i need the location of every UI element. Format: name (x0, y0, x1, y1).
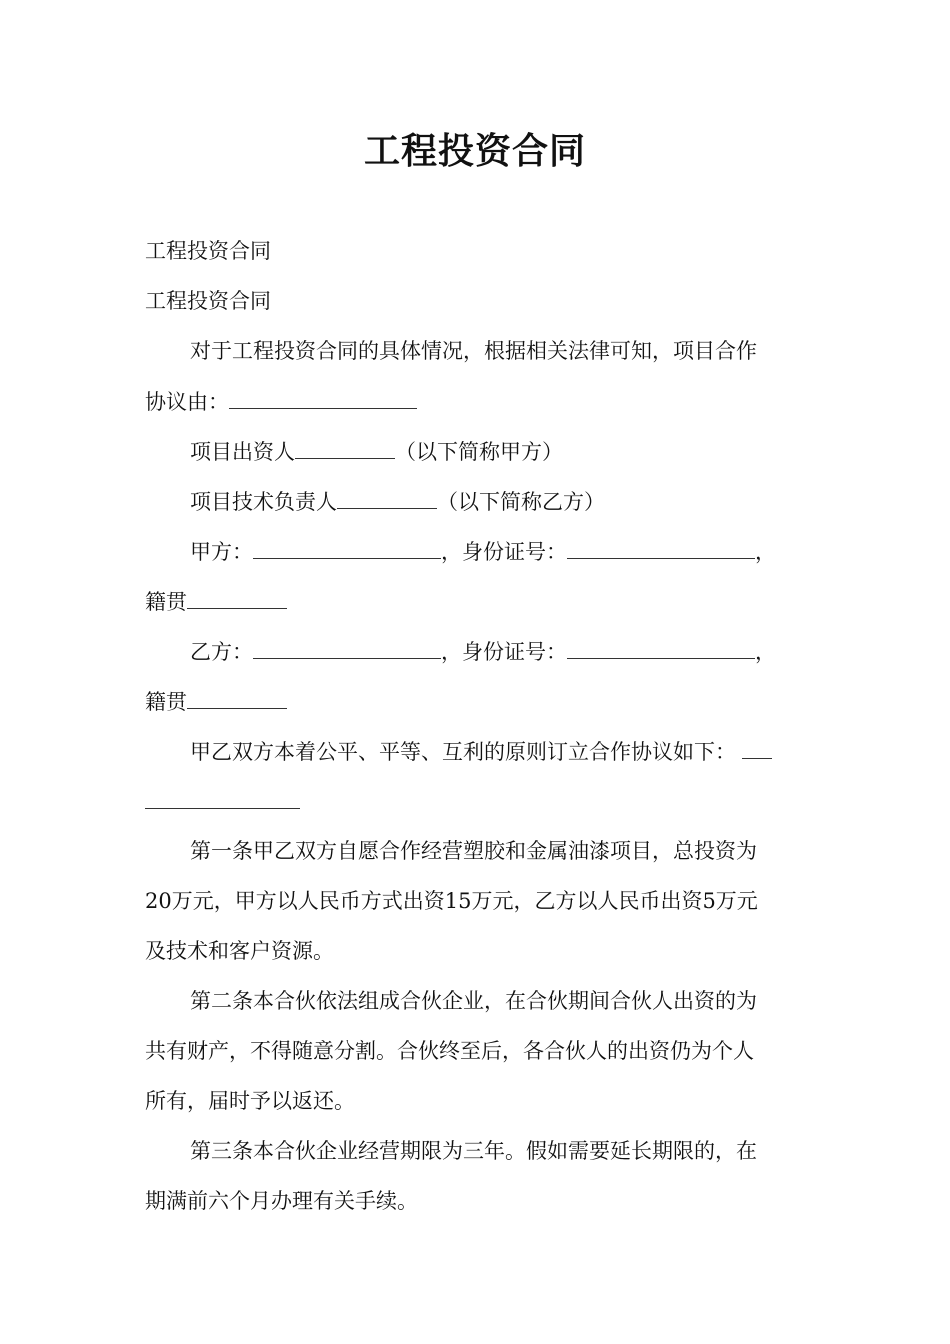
party-a-name-blank (253, 536, 441, 559)
party-b-id-label: ，身份证号： (441, 640, 567, 664)
article3-line-1: 第三条本合伙企业经营期限为三年。假如需要延长期限的，在 (190, 1139, 757, 1163)
party-b-native-label: 籍贯 (145, 690, 187, 714)
investor-blank (295, 436, 395, 459)
party-a-native-blank (187, 586, 287, 609)
party-a-line (190, 536, 810, 567)
agreement-blank-start (742, 736, 772, 759)
party-a-id-label: ，身份证号： (441, 540, 567, 564)
article2-line-2: 共有财产，不得随意分割。合伙终至后，各合伙人的出资仍为个人 (145, 1039, 754, 1063)
party-a-id-blank (567, 536, 755, 559)
article1-line-2: 20万元，甲方以人民币方式出资15万元，乙方以人民币出资5万元 (145, 889, 758, 913)
party-b-native-line (145, 686, 810, 717)
article2-line-1: 第二条本合伙依法组成合伙企业，在合伙期间合伙人出资的为 (190, 989, 757, 1013)
party-b-name-blank (253, 636, 441, 659)
party-a-native-line (145, 586, 810, 617)
party-b-label: 乙方： (190, 640, 253, 664)
agreement-blank-end (145, 786, 300, 809)
tech-line (190, 486, 810, 517)
party-a-label: 甲方： (190, 540, 253, 564)
intro-label: 协议由： (145, 390, 229, 414)
investor-line (190, 436, 810, 467)
article1-line-1: 第一条甲乙双方自愿合作经营塑胶和金属油漆项目，总投资为 (190, 839, 757, 863)
tech-label: 项目技术负责人 (190, 490, 337, 514)
investor-suffix: （以下简称甲方） (395, 440, 563, 464)
agreement-text: 甲乙双方本着公平、平等、互利的原则订立合作协议如下： (190, 740, 736, 764)
party-a-native-label: 籍贯 (145, 590, 187, 614)
article1-line-3: 及技术和客户资源。 (145, 939, 334, 963)
party-b-native-blank (187, 686, 287, 709)
agreement-blank-line (145, 786, 810, 817)
investor-label: 项目出资人 (190, 440, 295, 464)
agreement-party-blank (229, 386, 417, 409)
intro-line-2 (145, 386, 810, 417)
article3-line-2: 期满前六个月办理有关手续。 (145, 1189, 418, 1213)
document-title: 工程投资合同 (363, 131, 586, 172)
tech-blank (337, 486, 437, 509)
agreement-line (190, 736, 810, 767)
party-b-comma: ， (755, 640, 776, 664)
party-b-id-blank (567, 636, 755, 659)
intro-line-1: 对于工程投资合同的具体情况，根据相关法律可知，项目合作 (190, 339, 757, 363)
article2-line-3: 所有，届时予以返还。 (145, 1089, 355, 1113)
subtitle-line-1: 工程投资合同 (145, 239, 271, 263)
subtitle-line-2: 工程投资合同 (145, 289, 271, 313)
party-b-line (190, 636, 810, 667)
tech-suffix: （以下简称乙方） (437, 490, 605, 514)
party-a-comma: ， (755, 540, 776, 564)
